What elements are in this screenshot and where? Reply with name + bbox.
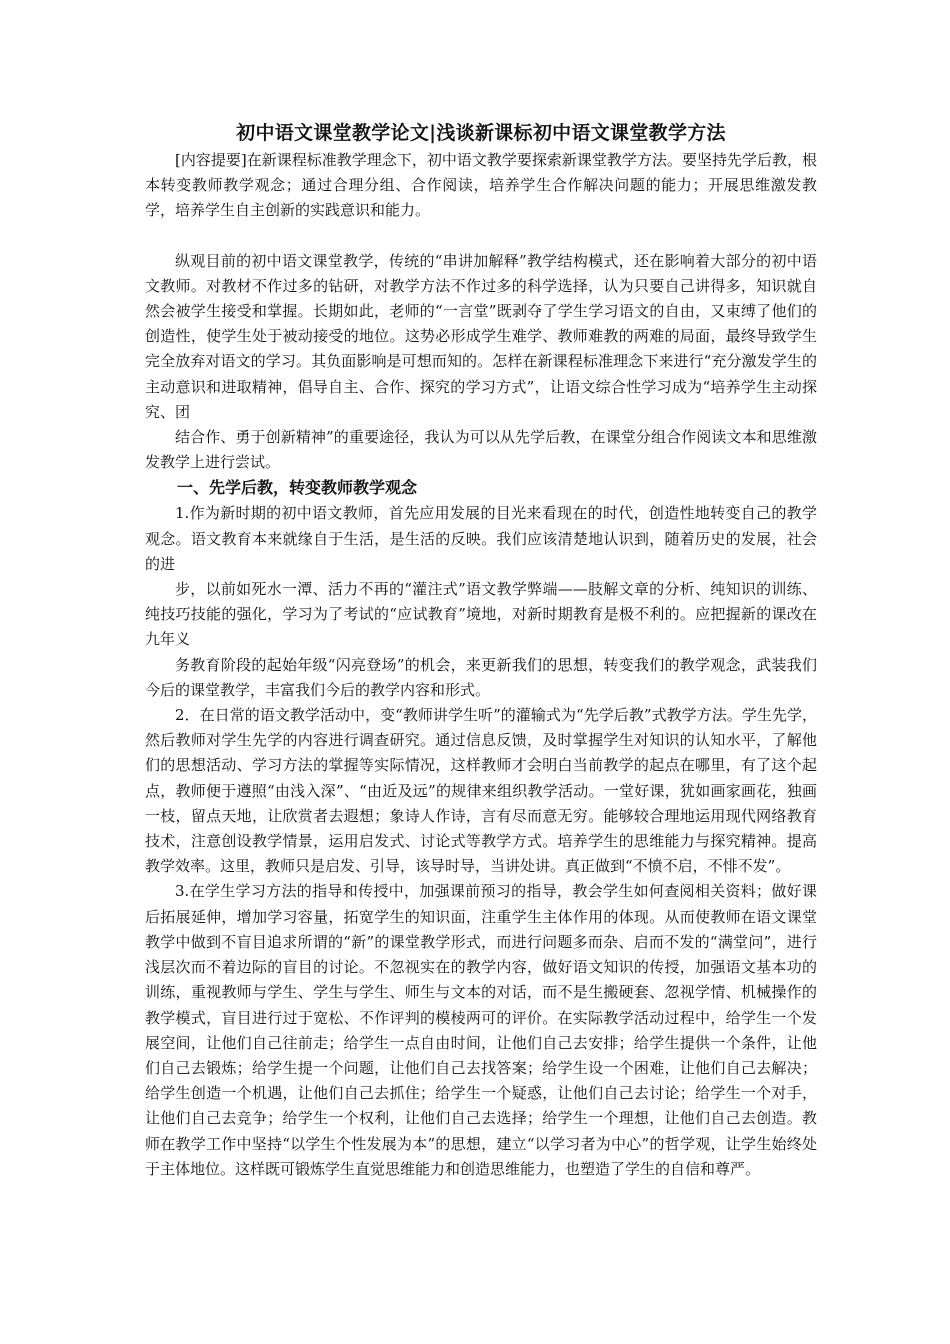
paragraph-gap (145, 224, 817, 249)
document-page (145, 118, 817, 1182)
section2-paragraph: 2．在日常的语文教学活动中，变“教师讲学生听”的灌输式为“先学后教”式教学方法。学生先学，然后教师对学生先学的内容进行调查研究。通过信息反馈，及时掌握学生对知识的认知水平，了解他们的思想活动、学习方法的掌握等实际情况，这样教师才会明白当前教学的起点在哪里，有了这个起点，教师便于遵照“由浅入深”、“由近及远”的规律来组织教学活动。一堂好课，犹如画家画花，独画一枝，留点天地，让欣赏者去遐想；象诗人作诗，言有尽而意无穷。能够较合理地运用现代网络教育技术，注意创设教学情景，运用启发式、讨论式等教学方式。培养学生的思维能力与探究精神。提高教学效率。这里，教师只是启发、引导，该导时导，当讲处讲。真正做到“不愤不启，不悱不发”。 (145, 706, 817, 876)
section1-paragraph-2: 步，以前如死水一潭、活力不再的“灌注式”语文教学弊端——肢解文章的分析、纯知识的训练、纯技巧技能的强化，学习为了考试的“应试教育”境地，对新时期教育是极不利的。应把握新的课改在九年义 (145, 580, 817, 649)
document-title: 初中语文课堂教学论文|浅谈新课标初中语文课堂教学方法 (236, 122, 726, 144)
intro-paragraph-2: 结合作、勇于创新精神”的重要途径，我认为可以从先学后教，在课堂分组合作阅读文本和思维激发教学上进行尝试。 (145, 428, 817, 472)
section3-paragraph: 3.在学生学习方法的指导和传授中，加强课前预习的指导，教会学生如何查阅相关资料；做好课后拓展延伸，增加学习容量，拓宽学生的知识面，注重学生主体作用的体现。从而使教师在语文课堂教学中做到不盲目追求所谓的“新”的课堂教学形式，而进行问题多而杂、启而不发的“满堂问”，进行浅层次而不着边际的盲目的讨论。不忽视实在的教学内容，做好语文知识的传授，加强语文基本功的训练，重视教师与学生、学生与学生、师生与文本的对话，而不是生搬硬套、忽视学情、机械操作的教学模式，盲目进行过于宽松、不作评判的模棱两可的评价。在实际教学活动过程中，给学生一个发展空间，让他们自己往前走；给学生一点自由时间，让他们自己去安排；给学生提供一个条件，让他们自己去锻炼；给学生提一个问题，让他们自己去找答案；给学生设一个困难，让他们自己去解决；给学生创造一个机遇，让他们自己去抓住；给学生一个疑惑，让他们自己去讨论；给学生一个对手，让他们自己去竞争；给学生一个权利，让他们自己去选择；给学生一个理想，让他们自己去创造。教师在教学工作中坚持“以学生个性发展为本”的思想，建立“以学习者为中心”的哲学观，让学生始终处于主体地位。这样既可锻炼学生直觉思维能力和创造思维能力，也塑造了学生的自信和尊严。 (145, 882, 817, 1178)
intro-paragraph-1: 纵观目前的初中语文课堂教学，传统的“串讲加解释”教学结构模式，还在影响着大部分的初中语文教师。对教材不作过多的钻研，对教学方法不作过多的科学选择，认为只要自己讲得多，知识就自然会被学生接受和掌握。长期如此，老师的“一言堂”既剥夺了学生学习语文的自由，又束缚了他们的创造性，使学生处于被动接受的地位。这势必形成学生难学、教师难教的两难的局面，最终导致学生完全放弃对语文的学习。其负面影响是可想而知的。怎样在新课程标准理念下来进行“充分激发学生的主动意识和进取精神，倡导自主、合作、探究的学习方式”，让语文综合性学习成为“培养学生主动探究、团 (145, 251, 817, 421)
abstract-paragraph: [内容提要]在新课程标准教学理念下，初中语文教学要探索新课堂教学方法。要坚持先学后教，根本转变教师教学观念；通过合理分组、合作阅读，培养学生合作解决问题的能力；开展思维激发教学，培养学生自主创新的实践意识和能力。 (145, 151, 817, 220)
section-heading-1: 一、先学后教，转变教师教学观念 (177, 478, 418, 498)
section1-paragraph-3: 务教育阶段的起始年级“闪亮登场”的机会，来更新我们的思想，转变我们的教学观念，武装我们今后的课堂教学，丰富我们今后的教学内容和形式。 (145, 655, 817, 699)
section1-paragraph-1: 1.作为新时期的初中语文教师，首先应用发展的目光来看现在的时代，创造性地转变自己的教学观念。语文教育本来就缘自于生活，是生活的反映。我们应该清楚地认识到，随着历史的发展，社会的进 (145, 504, 817, 573)
